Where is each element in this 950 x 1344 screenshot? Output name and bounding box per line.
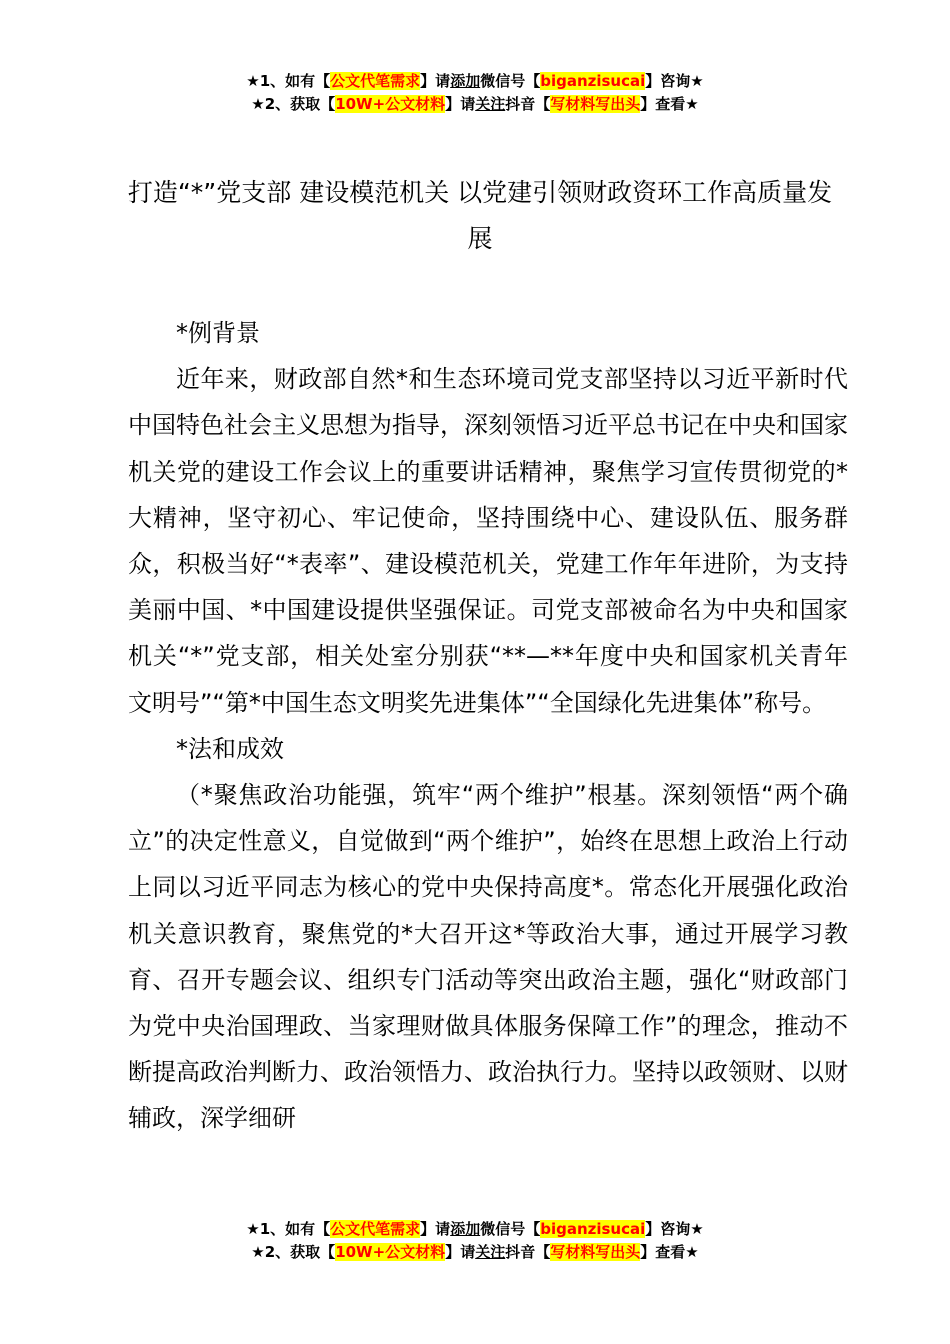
banner-text: ★2、获取【	[251, 95, 336, 113]
banner-line-1	[0, 70, 950, 93]
banner-text: 】咨询★	[645, 72, 704, 90]
banner-line-1	[0, 1218, 950, 1241]
banner-text: 】查看★	[640, 95, 699, 113]
banner-text: 】请	[445, 95, 476, 113]
banner-line-2	[0, 1241, 950, 1264]
highlight-wechat-id: biganzisucai	[540, 1220, 646, 1238]
highlight-ghostwriting: 公文代笔需求	[330, 72, 421, 90]
underlined-follow: 关注	[475, 95, 506, 113]
banner-text: 】咨询★	[645, 1220, 704, 1238]
document-body	[128, 310, 848, 1142]
banner-text: ★1、如有【	[246, 72, 331, 90]
highlight-ghostwriting: 公文代笔需求	[330, 1220, 421, 1238]
underlined-follow: 关注	[475, 1243, 506, 1261]
highlight-douyin: 写材料写出头	[550, 95, 641, 113]
banner-text: 抖音【	[505, 95, 551, 113]
banner-line-2	[0, 93, 950, 116]
banner-text: 】请	[420, 72, 451, 90]
banner-text: 微信号【	[480, 72, 541, 90]
underlined-add: 添加	[450, 1220, 481, 1238]
banner-text: 】请	[445, 1243, 476, 1261]
header-banner	[0, 70, 950, 116]
paragraph-background: 近年来，财政部自然*和生态环境司党支部坚持以习近平新时代中国特色社会主义思想为指导，深刻领悟习近平总书记在中央和国家机关党的建设工作会议上的重要讲话精神，聚焦学习宣传贯彻党的*大精神，坚守初心、牢记使命，坚持围绕中心、建设队伍、服务群众，积极当好“*表率”、建设模范机关，党建工作年年进阶，为支持美丽中国、*中国建设提供坚强保证。司党支部被命名为中央和国家机关“*”党支部，相关处室分别获“**—**年度中央和国家机关青年文明号”“第*中国生态文明奖先进集体”“全国绿化先进集体”称号。	[128, 365, 848, 717]
paragraph-methods: （*聚焦政治功能强，筑牢“两个维护”根基。深刻领悟“两个确立”的决定性意义，自觉做到“两个维护”，始终在思想上政治上行动上同以习近平同志为核心的党中央保持高度*。常态化开展强化政治机关意识教育，聚焦党的*大召开这*等政治大事，通过开展学习教育、召开专题会议、组织专门活动等突出政治主题，强化“财政部门为党中央治国理政、当家理财做具体服务保障工作”的理念，推动不断提高政治判断力、政治领悟力、政治执行力。坚持以政领财、以财辅政，深学细研	[128, 781, 848, 1133]
banner-text: ★2、获取【	[251, 1243, 336, 1261]
highlight-materials: 10W+公文材料	[335, 1243, 446, 1261]
section-heading-background: *例背景	[176, 319, 260, 347]
banner-text: 抖音【	[505, 1243, 551, 1261]
underlined-add: 添加	[450, 72, 481, 90]
highlight-wechat-id: biganzisucai	[540, 72, 646, 90]
banner-text: 微信号【	[480, 1220, 541, 1238]
footer-banner	[0, 1218, 950, 1264]
section-heading-methods: *法和成效	[176, 734, 284, 763]
banner-text: 】请	[420, 1220, 451, 1238]
banner-text: 】查看★	[640, 1243, 699, 1261]
document-title: 打造“*”党支部 建设模范机关 以党建引领财政资环工作高质量发展	[127, 178, 833, 253]
highlight-materials: 10W+公文材料	[335, 95, 446, 113]
banner-text: ★1、如有【	[246, 1220, 331, 1238]
highlight-douyin: 写材料写出头	[550, 1243, 641, 1261]
